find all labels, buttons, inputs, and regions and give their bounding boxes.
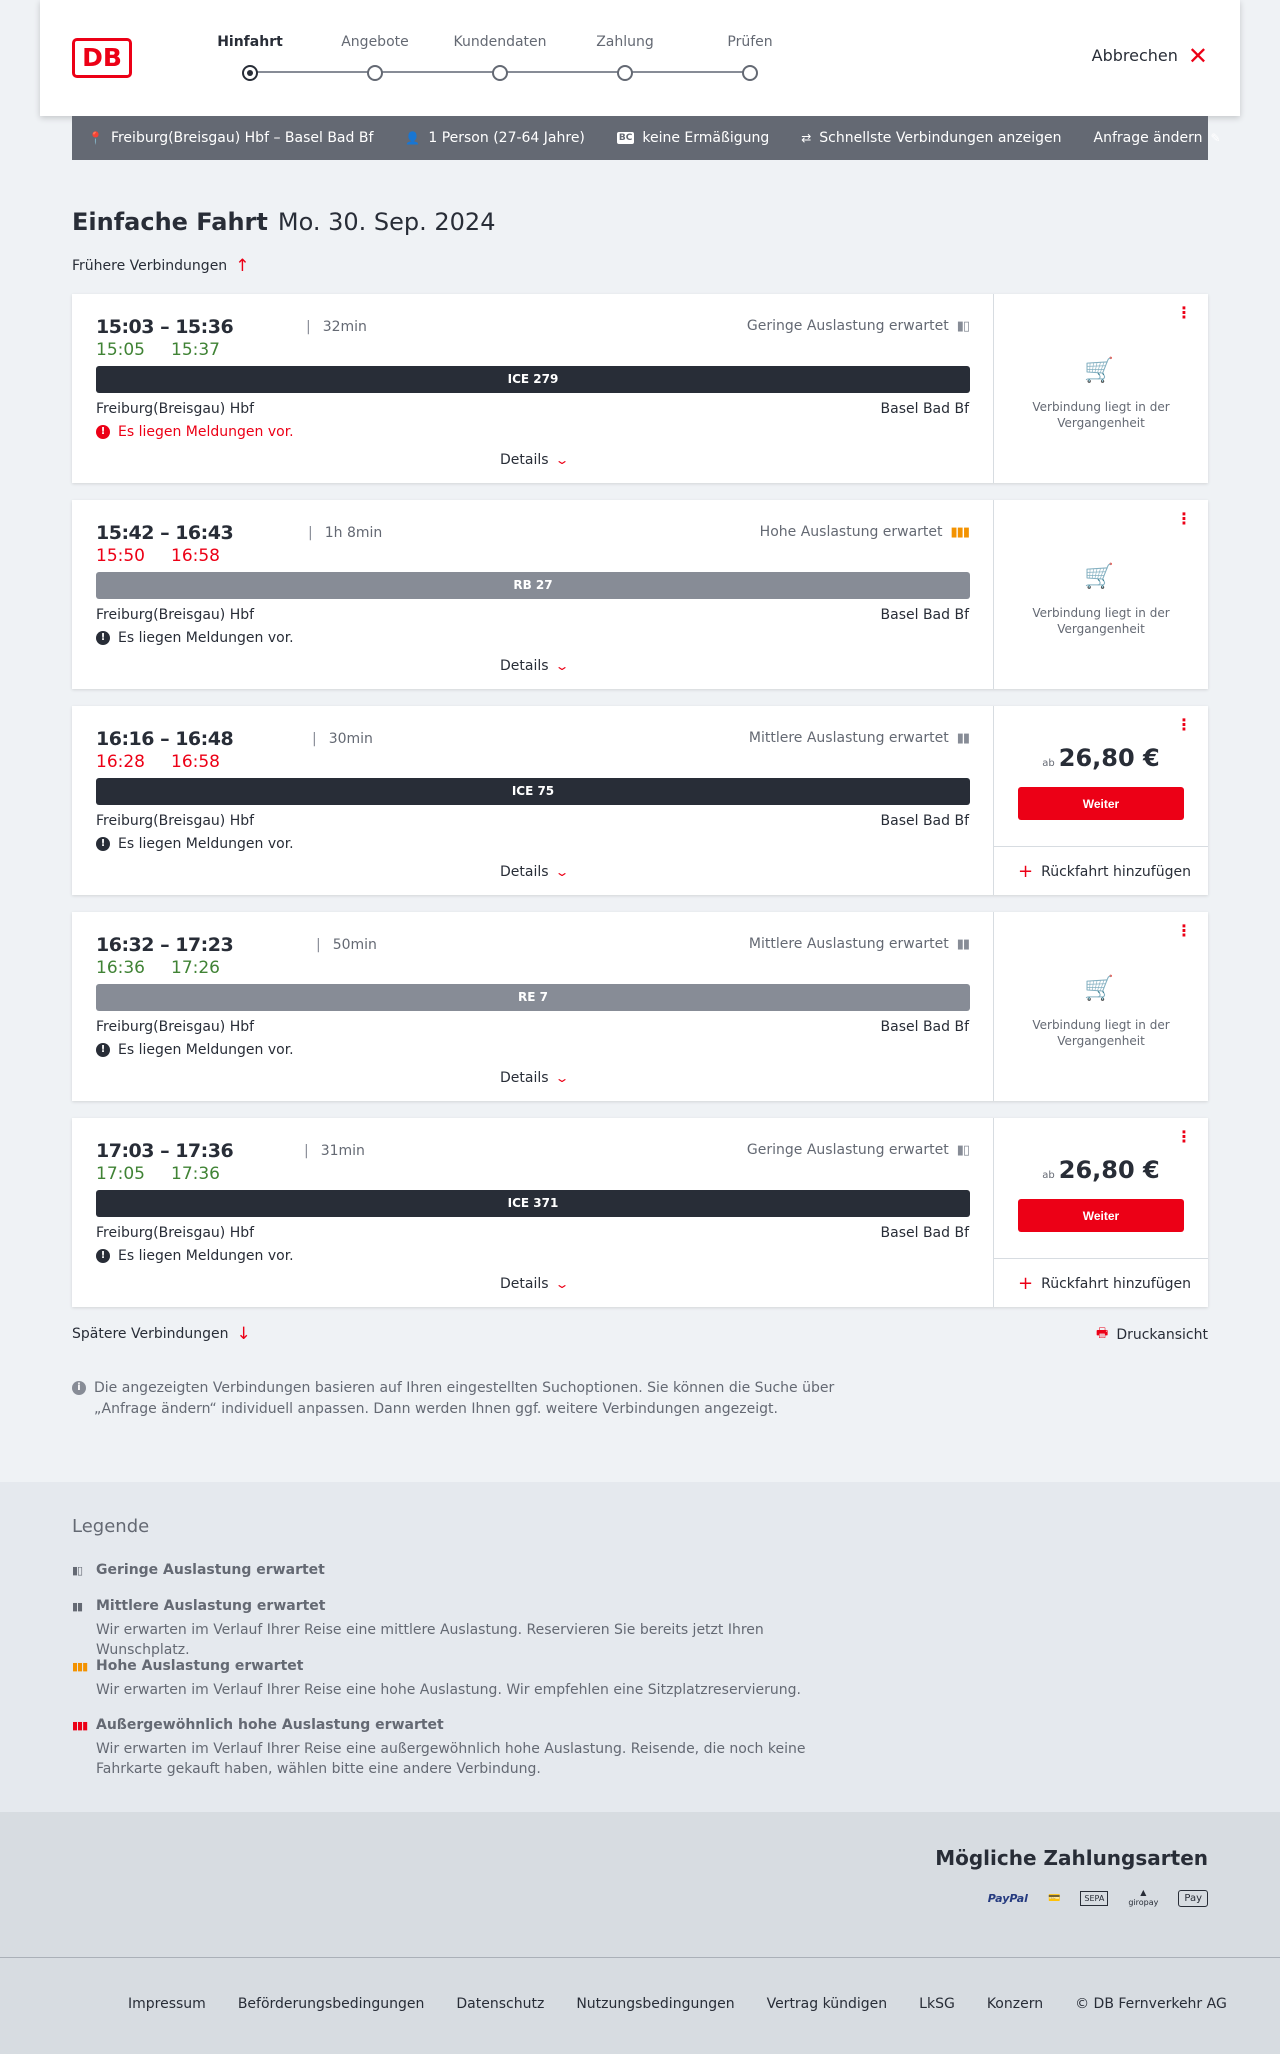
divider [994,1258,1208,1259]
low-occupancy-icon: ▮▯ [72,1563,83,1577]
print-view-link[interactable] [1096,1324,1208,1346]
connection-details-panel [72,706,994,895]
offer-panel [994,294,1208,483]
payment-icon-list [988,1888,1208,1908]
edit-request-label: Anfrage ändern [1093,130,1203,146]
add-return-trip-button[interactable] [1018,861,1191,882]
continue-button[interactable]: Weiter [1018,787,1184,820]
arrival-station: Basel Bad Bf [880,1019,969,1035]
duration: | 30min [312,731,373,747]
connection-card [72,912,1208,1101]
footer-link-datenschutz[interactable]: Datenschutz [456,1996,545,2012]
duration: | 50min [316,937,377,953]
printer-icon: 🖶 [1096,1326,1109,1341]
cancel-label: Abbrechen [1091,46,1178,65]
details-toggle[interactable] [500,1276,570,1292]
notice-text: Es liegen Meldungen vor. [118,630,294,646]
realtime-departure: 15:50 [96,546,145,566]
occupancy-text: Geringe Auslastung erwartet [746,1142,949,1158]
route-text: Freiburg(Breisgau) Hbf – Basel Bad Bf [110,130,374,146]
duration: | 32min [306,319,367,335]
legend-item-mid [72,1598,852,1660]
giropay-label: giropay [1128,1898,1159,1907]
legend-section [0,1482,1280,1812]
legend-item-text: Wir erwarten im Verlauf Ihrer Reise eine mittlere Auslastung. Reservieren Sie bereits jetzt Ihren Wunschplatz. [96,1622,764,1658]
add-return-trip-button[interactable] [1018,1273,1191,1294]
details-label: Details [500,1070,549,1086]
header [40,0,1240,116]
arrival-station: Basel Bad Bf [880,607,969,623]
step-dot [617,65,633,81]
alert-icon: ! [96,1043,110,1057]
past-connection-text: Verbindung liegt in der Vergangenheit [1032,1018,1170,1048]
departure-station: Freiburg(Breisgau) Hbf [96,813,255,829]
notice-message [96,630,294,646]
pencil-icon: ✎ [1210,131,1221,145]
occupancy-icon: ▮▯ [956,318,969,334]
step-label: Prüfen [727,34,773,50]
details-label: Details [500,1276,549,1292]
price [994,1156,1208,1184]
occupancy-text: Geringe Auslastung erwartet [746,318,949,334]
step-dot [492,65,508,81]
progress-stepper [210,34,773,84]
occupancy-icon: ▮▮ [956,936,969,952]
chevron-down-icon: ⌄ [554,659,570,673]
high-occupancy-icon: ▮▮▮ [72,1659,88,1673]
train-bar[interactable]: ICE 75 [96,778,970,805]
footer [0,1957,1280,2054]
occupancy-text: Mittlere Auslastung erwartet [748,936,949,952]
trip-type: Einfache Fahrt [72,208,268,236]
legend-item-title: Mittlere Auslastung erwartet [96,1598,326,1614]
footer-link-konzern[interactable]: Konzern [986,1996,1044,2012]
price-prefix: ab [1042,1170,1055,1181]
info-text: Die angezeigten Verbindungen basieren auf Ihren eingestellten Suchoptionen. Sie können die Suche über „Anfrage ändern“ individuell anpassen. Dann werden Ihnen ggf. weitere Verbindungen angezeigt. [94,1380,835,1417]
past-connection-text: Verbindung liegt in der Vergangenheit [1032,606,1170,636]
offer-panel [994,500,1208,689]
add-return-label: Rückfahrt hinzufügen [1041,1276,1191,1292]
occupancy-icon: ▮▯ [956,1142,969,1158]
footer-link-nutzungsbedingungen[interactable]: Nutzungsbedingungen [576,1996,735,2012]
scheduled-times: 15:42 – 16:43 [96,522,234,544]
connection-details-panel [72,1118,994,1307]
alert-icon: ! [96,425,110,439]
notice-text: Es liegen Meldungen vor. [118,1042,294,1058]
price [994,744,1208,772]
step-label: Hinfahrt [217,34,283,50]
realtime-times [96,546,220,566]
step-pruefen [700,34,800,81]
arrow-down-icon: ↓ [236,1324,251,1344]
discount-info [617,130,769,146]
step-label: Angebote [341,34,409,50]
route-info [88,130,373,146]
occupancy-indicator [747,1142,969,1158]
credit-card-icon: 💳 [1047,1892,1061,1904]
plus-icon: + [1018,1273,1034,1294]
occupancy-icon: ▮▮▮ [950,524,969,540]
passenger-info [405,130,585,146]
plus-icon: + [1018,861,1034,882]
step-label: Kundendaten [453,34,547,50]
legend-item-text: Wir erwarten im Verlauf Ihrer Reise eine außergewöhnlich hohe Auslastung. Reisende, die noch keine Fahrkarte gekauft haben, wählen bitte eine andere Verbindung. [96,1741,806,1777]
add-return-label: Rückfahrt hinzufügen [1041,864,1191,880]
price-prefix: ab [1042,758,1055,769]
details-label: Details [500,864,549,880]
scheduled-times: 16:16 – 16:48 [96,728,234,750]
divider [994,846,1208,847]
more-options-icon[interactable]: ⋮ [1176,509,1192,528]
legend-item-title: Hohe Auslastung erwartet [96,1658,304,1674]
mid-occupancy-icon: ▮▮ [72,1599,83,1613]
chevron-down-icon: ⌄ [554,1071,570,1085]
chevron-down-icon: ⌄ [554,1277,570,1291]
scheduled-times: 17:03 – 17:36 [96,1140,234,1162]
departure-station: Freiburg(Breisgau) Hbf [96,607,255,623]
details-toggle[interactable] [500,1070,570,1086]
details-label: Details [500,658,549,674]
step-dot [367,65,383,81]
offer-panel [994,706,1208,895]
occupancy-icon: ▮▮ [956,730,969,746]
search-info-note [72,1378,852,1420]
notice-text: Es liegen Meldungen vor. [118,1248,294,1264]
occupancy-indicator [760,524,969,540]
more-options-icon[interactable]: ⋮ [1176,715,1192,734]
discount-text: keine Ermäßigung [642,130,770,146]
fastest-option [801,130,1061,146]
realtime-times [96,340,220,360]
cart-unavailable-icon: 🛒 [1084,562,1114,590]
details-label: Details [500,452,549,468]
occupancy-text: Hohe Auslastung erwartet [759,524,943,540]
legend-item-text: Wir erwarten im Verlauf Ihrer Reise eine hohe Auslastung. Wir empfehlen eine Sitzplatzreservierung. [96,1682,801,1698]
price-value: 26,80 € [1058,744,1160,772]
realtime-departure: 17:05 [96,1164,145,1184]
travel-date: Mo. 30. Sep. 2024 [277,208,496,236]
cart-unavailable-icon: 🛒 [1084,356,1114,384]
realtime-times [96,752,220,772]
realtime-departure: 15:05 [96,340,145,360]
bahncard-icon: BC [618,133,633,143]
past-connection-text: Verbindung liegt in der Vergangenheit [1032,400,1170,430]
departure-station: Freiburg(Breisgau) Hbf [96,1019,255,1035]
notice-message [96,424,294,440]
more-options-icon[interactable]: ⋮ [1176,303,1192,322]
legend-title: Legende [72,1516,150,1537]
footer-links [128,1996,1227,2012]
details-toggle[interactable] [500,452,570,468]
footer-link-impressum[interactable]: Impressum [128,1996,206,2012]
connection-card [72,706,1208,895]
connection-details-panel [72,912,994,1101]
duration: | 31min [304,1143,365,1159]
notice-message [96,836,294,852]
cancel-button[interactable] [1091,41,1208,70]
realtime-arrival: 16:58 [171,546,220,566]
arrival-station: Basel Bad Bf [880,1225,969,1241]
info-icon: i [72,1381,86,1395]
occupancy-indicator [747,318,969,334]
realtime-arrival: 16:58 [171,752,220,772]
later-connections-link[interactable] [72,1324,251,1344]
departure-station: Freiburg(Breisgau) Hbf [96,1225,255,1241]
arrival-station: Basel Bad Bf [880,813,969,829]
connection-card [72,294,1208,483]
extreme-occupancy-icon: ▮▮▮ [72,1718,88,1732]
more-options-icon[interactable]: ⋮ [1176,921,1192,940]
notice-message [96,1042,294,1058]
earlier-connections-link[interactable] [72,256,249,276]
connection-details-panel [72,500,994,689]
person-icon: 👤 [405,131,421,145]
alert-icon: ! [96,1249,110,1263]
later-label: Spätere Verbindungen [72,1326,229,1342]
paypal-icon: PayPal [987,1891,1028,1905]
arrow-up-icon: ↑ [235,256,250,276]
details-toggle[interactable] [500,864,570,880]
footer-link-vertrag-kuendigen[interactable]: Vertrag kündigen [766,1996,888,2012]
sepa-icon: SEPA [1080,1891,1108,1906]
swap-arrows-icon: ⇄ [801,131,812,145]
edit-request-button[interactable] [1094,130,1221,146]
connection-details-panel [72,294,994,483]
fastest-text: Schnellste Verbindungen anzeigen [819,130,1062,146]
step-dot [742,65,758,81]
train-bar[interactable]: ICE 371 [96,1190,970,1217]
passenger-text: 1 Person (27-64 Jahre) [428,130,585,146]
alert-icon: ! [96,837,110,851]
chevron-down-icon: ⌄ [554,453,570,467]
offer-panel [994,1118,1208,1307]
notice-text: Es liegen Meldungen vor. [118,424,294,440]
notice-text: Es liegen Meldungen vor. [118,836,294,852]
alert-icon: ! [96,631,110,645]
step-hinfahrt [200,34,300,81]
location-pin-icon: 📍 [88,131,103,145]
scheduled-times: 15:03 – 15:36 [96,316,234,338]
occupancy-indicator [749,936,969,952]
connection-card [72,1118,1208,1307]
apple-pay-icon: Pay [1178,1890,1208,1907]
more-options-icon[interactable]: ⋮ [1176,1127,1192,1146]
details-toggle[interactable] [500,658,570,674]
realtime-times [96,1164,220,1184]
departure-station: Freiburg(Breisgau) Hbf [96,401,255,417]
train-bar[interactable]: RB 27 [96,572,970,599]
footer-link-befoerderungsbedingungen[interactable]: Beförderungsbedingungen [237,1996,425,2012]
legend-item-low [72,1562,852,1578]
search-summary-bar [72,116,1221,160]
step-dot-active [242,65,258,81]
realtime-times [96,958,220,978]
cart-unavailable-icon: 🛒 [1084,974,1114,1002]
realtime-arrival: 17:36 [171,1164,220,1184]
scheduled-times: 16:32 – 17:23 [96,934,234,956]
db-logo[interactable]: DB [72,38,132,78]
offer-panel [994,912,1208,1101]
connection-card [72,500,1208,689]
occupancy-text: Mittlere Auslastung erwartet [748,730,949,746]
footer-link-lksg[interactable]: LkSG [919,1996,955,2012]
occupancy-indicator [749,730,969,746]
print-label: Druckansicht [1116,1327,1208,1343]
close-icon: ✕ [1187,41,1208,70]
train-bar[interactable]: ICE 279 [96,366,970,393]
realtime-departure: 16:28 [96,752,145,772]
payment-methods-section [0,1812,1280,1957]
chevron-down-icon: ⌄ [554,865,570,879]
legend-item-title: Außergewöhnlich hohe Auslastung erwartet [96,1717,444,1733]
step-kundendaten [450,34,550,81]
duration: | 1h 8min [308,525,382,541]
realtime-departure: 16:36 [96,958,145,978]
step-zahlung [575,34,675,81]
realtime-arrival: 15:37 [171,340,220,360]
step-angebote [325,34,425,81]
price-value: 26,80 € [1058,1156,1160,1184]
legend-item-extreme [72,1717,852,1779]
earlier-label: Frühere Verbindungen [72,258,228,274]
realtime-arrival: 17:26 [171,958,220,978]
notice-message [96,1248,294,1264]
continue-button[interactable]: Weiter [1018,1199,1184,1232]
page-title [72,208,495,236]
train-bar[interactable]: RE 7 [96,984,970,1011]
giropay-icon: ▲ giropay [1128,1888,1159,1907]
step-label: Zahlung [596,34,654,50]
legend-item-title: Geringe Auslastung erwartet [96,1562,325,1578]
footer-copyright: © DB Fernverkehr AG [1075,1996,1227,2012]
payment-title: Mögliche Zahlungsarten [935,1846,1208,1870]
arrival-station: Basel Bad Bf [880,401,969,417]
legend-item-high [72,1658,852,1700]
